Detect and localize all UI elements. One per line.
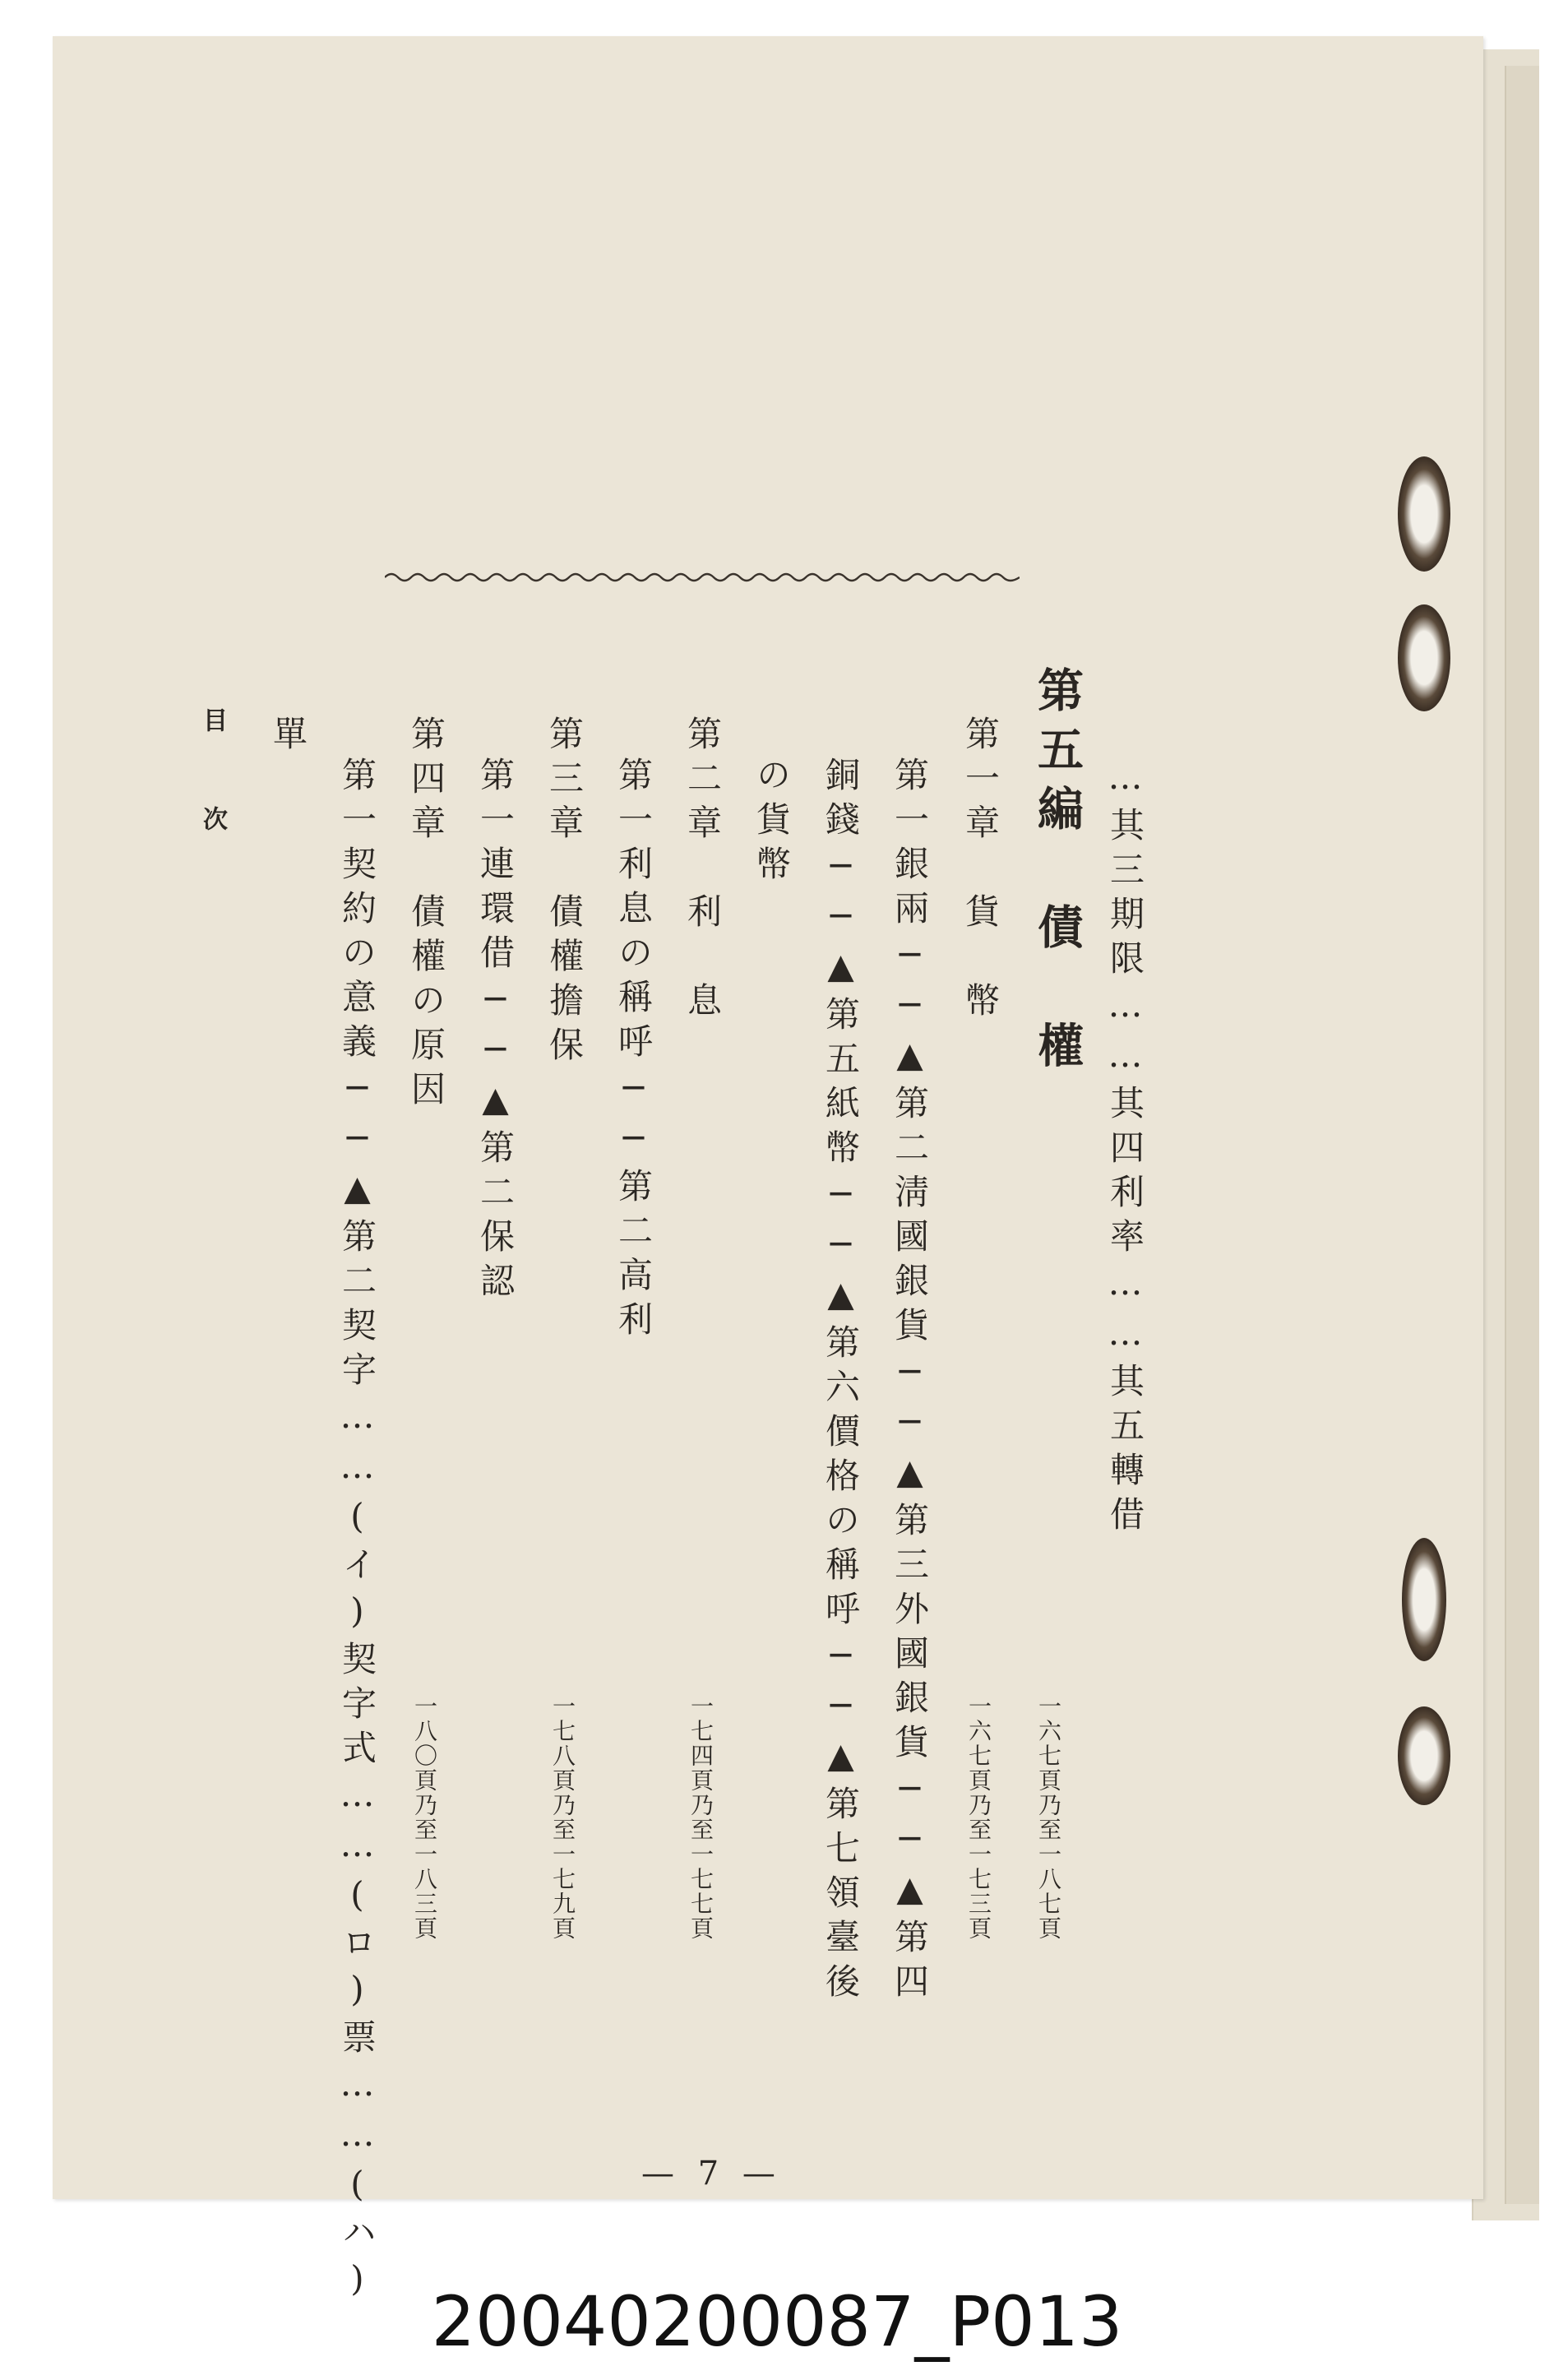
- binding-hole: [1402, 1538, 1446, 1661]
- binding-hole: [1398, 1706, 1450, 1805]
- toc-page-ref: 一七四頁乃至一七七頁: [687, 1694, 715, 1941]
- toc-section-line: 第一銀兩──▲第二淸國銀貨──▲第三外國銀貨──▲第四: [890, 757, 930, 2007]
- page-number: — 7 —: [641, 2155, 782, 2192]
- running-head-label: 目 次: [198, 707, 227, 855]
- document-page: [53, 36, 1483, 2199]
- toc-section-line: 銅錢──▲第五紙幣──▲第六價格の稱呼──▲第七領臺後: [821, 757, 861, 2007]
- toc-page-ref: 一七八頁乃至一七九頁: [549, 1694, 576, 1941]
- toc-chapter-1: 第一章 貨 幣: [960, 715, 1001, 1026]
- wavy-divider: [385, 567, 1020, 587]
- toc-section-line: 單: [268, 715, 308, 760]
- binding-hole: [1398, 456, 1450, 572]
- toc-page-ref: 一八〇頁乃至一八三頁: [411, 1694, 438, 1941]
- toc-section-line: 第一契約の意義──▲第二契字……(イ)契字式……(ロ)票……(ハ): [337, 757, 377, 2308]
- toc-page-ref: 一六七頁乃至一八七頁: [1035, 1694, 1062, 1941]
- binding-hole: [1398, 604, 1450, 711]
- toc-page-ref: 一六七頁乃至一七三頁: [965, 1694, 992, 1941]
- archive-id-caption: 20040200087_P013: [431, 2281, 1123, 2362]
- toc-chapter-2: 第二章 利 息: [682, 715, 723, 1026]
- toc-chapter-4: 第四章 債權の原因: [406, 715, 446, 1115]
- toc-section-line: 第一利息の稱呼──第二高利: [613, 757, 654, 1345]
- back-page-edge-inner: [1505, 66, 1539, 2204]
- toc-chapter-3: 第三章 債權擔保: [544, 715, 585, 1071]
- toc-section-line: 第一連環借──▲第二保認: [475, 757, 516, 1307]
- toc-part-title: 第五編 債 權: [1030, 666, 1085, 1081]
- toc-line-continuation: …其三期限……其四利率……其五轉借: [1105, 757, 1145, 1540]
- toc-section-line: の貨幣: [752, 757, 792, 890]
